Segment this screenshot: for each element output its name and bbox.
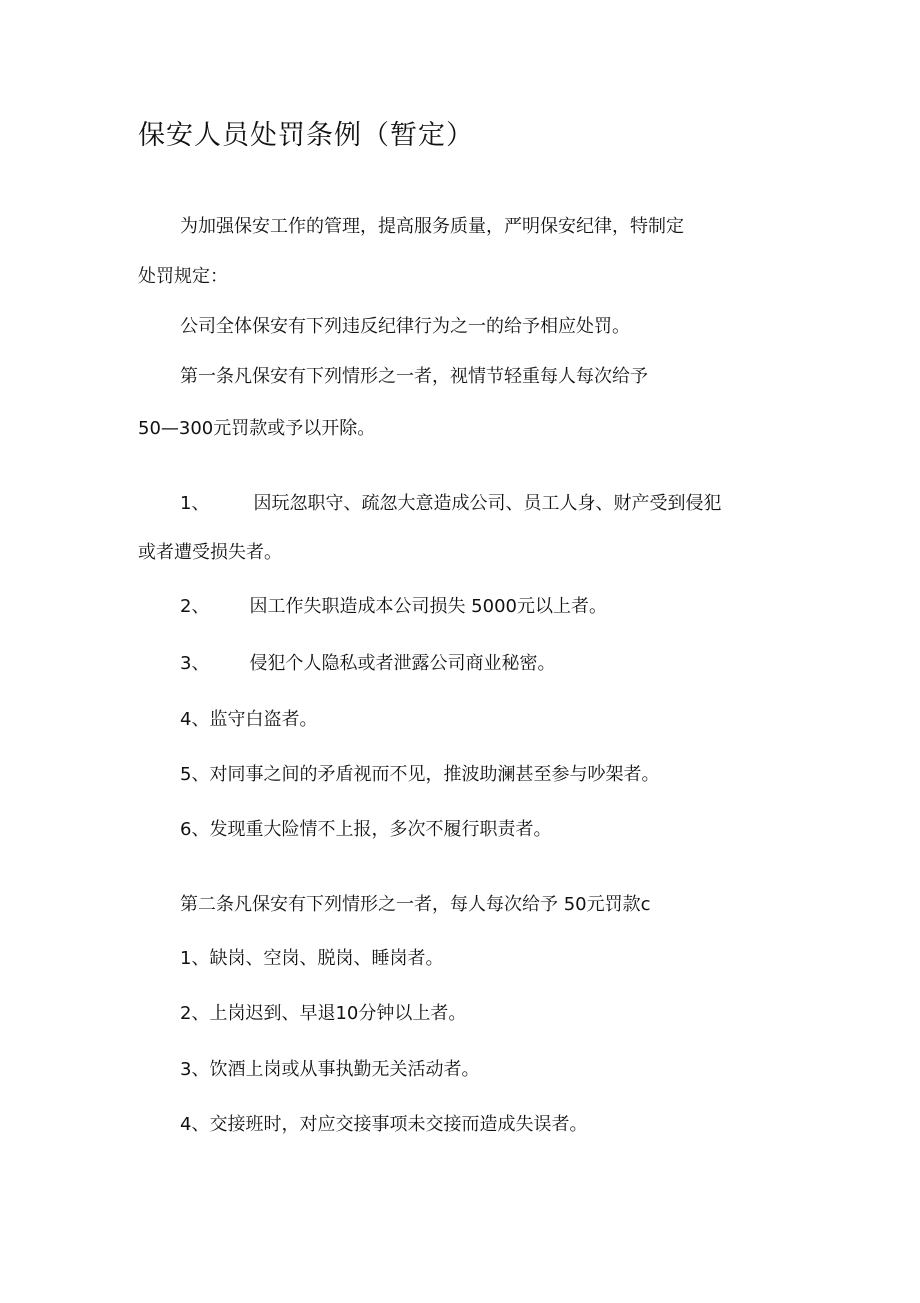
document-title: 保安人员处罚条例（暂定） — [138, 120, 474, 151]
item-number: 2、 — [180, 596, 210, 617]
article2-item-2: 2、上岗迟到、早退10分钟以上者。 — [180, 1003, 467, 1024]
item-number: 3、 — [180, 653, 210, 674]
article2-heading: 第二条凡保安有下列情形之一者，每人每次给予 50元罚款c — [180, 894, 651, 915]
article1-item-3 — [180, 651, 555, 677]
article1-heading-line-2: 50—300元罚款或予以开除。 — [138, 418, 376, 439]
article1-item-1-line-2: 或者遭受损失者。 — [138, 542, 282, 563]
general-statement: 公司全体保安有下列违反纪律行为之一的给予相应处罚。 — [180, 316, 630, 337]
item-text: 因工作失职造成本公司损失 5000元以上者。 — [249, 596, 607, 617]
article2-item-3: 3、饮酒上岗或从事执勤无关活动者。 — [180, 1059, 480, 1080]
article2-item-1: 1、缺岗、空岗、脱岗、睡岗者。 — [180, 948, 444, 969]
intro-line-2: 处罚规定： — [138, 266, 228, 287]
article1-item-2 — [180, 594, 607, 620]
article1-item-6: 6、发现重大险情不上报，多次不履行职责者。 — [180, 819, 552, 840]
article1-item-5: 5、对同事之间的矛盾视而不见，推波助澜甚至参与吵架者。 — [180, 764, 660, 785]
article2-item-4: 4、交接班时，对应交接事项未交接而造成失误者。 — [180, 1114, 588, 1135]
intro-line-1: 为加强保安工作的管理，提高服务质量，严明保安纪律，特制定 — [180, 216, 684, 237]
article1-heading-line-1: 第一条凡保安有下列情形之一者，视情节轻重每人每次给予 — [180, 366, 648, 387]
article1-item-1-line-1 — [180, 491, 721, 517]
article1-item-4: 4、监守白盗者。 — [180, 709, 318, 730]
item-text: 因玩忽职守、疏忽大意造成公司、员工人身、财产受到侵犯 — [253, 493, 722, 514]
item-text: 侵犯个人隐私或者泄露公司商业秘密。 — [249, 653, 556, 674]
item-number: 1、 — [180, 493, 210, 514]
